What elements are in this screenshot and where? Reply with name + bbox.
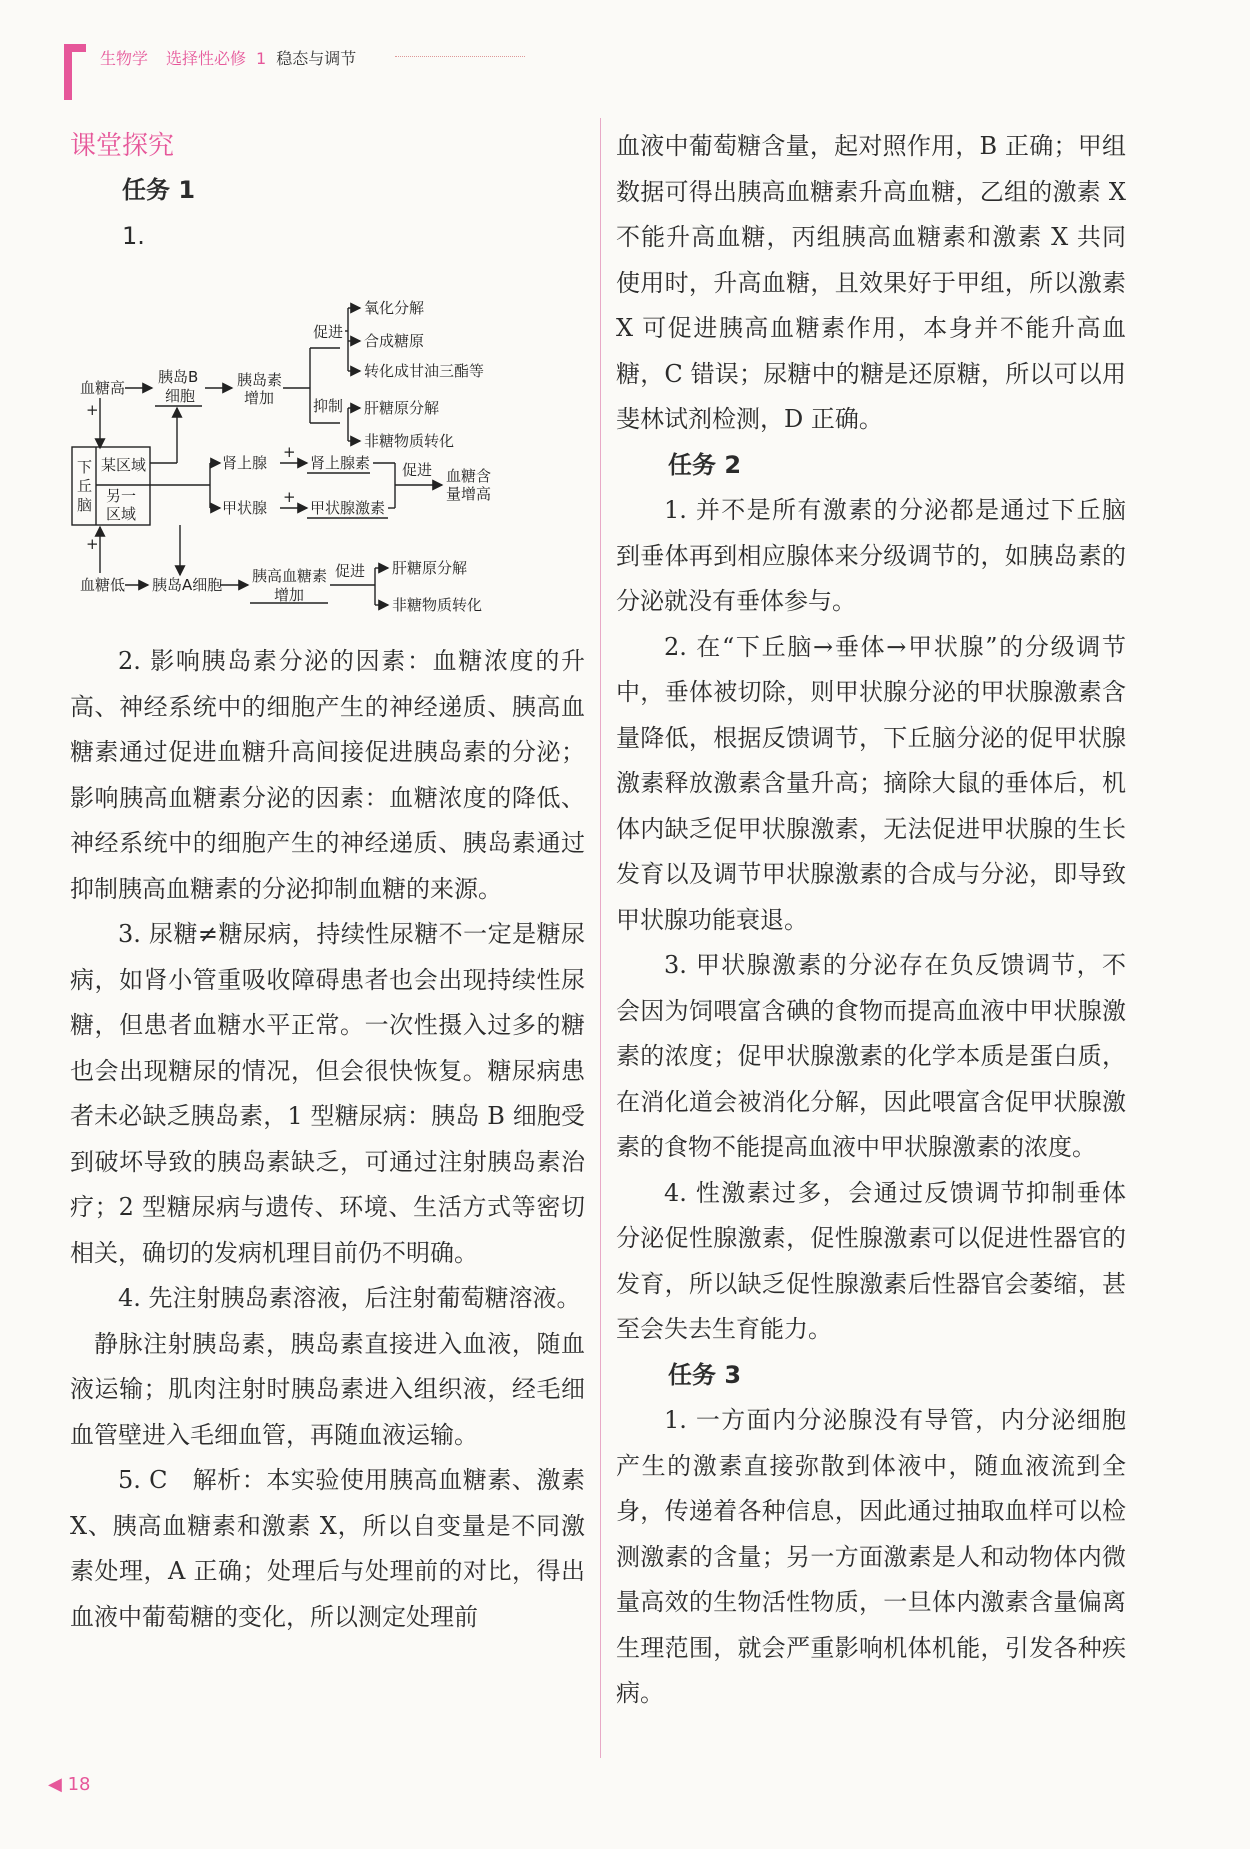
task3-title: 任务 3 (668, 1360, 742, 1389)
diagram-hypo-2: 丘 (77, 477, 93, 495)
diagram-thyroid: 甲状腺 (222, 499, 268, 517)
task1-p4b: 静脉注射胰岛素，胰岛素直接进入血液，随血液运输；肌肉注射时胰岛素进入组织液，经毛细血管壁进入毛细血管，再随血液运输。 (70, 1329, 585, 1449)
task1-p3: 3. 尿糖≠糖尿病，持续性尿糖不一定是糖尿病，如肾小管重吸收障碍患者也会出现持续性尿糖，但患者血糖水平正常。一次性摄入过多的糖也会出现糖尿的情况，但会很快恢复。糖尿病患者未必缺乏胰岛素，1 型糖尿病：胰岛 B 细胞受到破坏导致的胰岛素缺乏，可通过注射胰岛素治疗；2 型糖尿病与遗传、环境、生活方式等密切相关，确切的发病机理目前仍不明确。 (70, 920, 585, 1267)
diagram-nonsugar-conv2: 非糖物质转化 (392, 596, 483, 614)
item1-label: 1. (122, 221, 145, 250)
header-subject: 生物学 (100, 49, 149, 68)
diagram-thyroxine: 甲状腺激素 (310, 499, 386, 517)
header-book: 稳态与调节 (276, 49, 357, 68)
header-rule (395, 56, 525, 57)
diagram-adrenal: 肾上腺 (222, 454, 268, 472)
diagram-insulin-inc-2: 增加 (244, 389, 275, 407)
page-number (48, 1774, 90, 1795)
task2-p1: 1. 并不是所有激素的分泌都是通过下丘脑到垂体再到相应腺体来分级调节的，如胰岛素的分泌就没有垂体参与。 (616, 496, 1126, 615)
diagram-plus-3: + (283, 488, 296, 506)
task2-p3: 3. 甲状腺激素的分泌存在负反馈调节，不会因为饲喂富含碘的食物而提高血液中甲状腺激素的浓度；促甲状腺激素的化学本质是蛋白质，在消化道会被消化分解，因此喂富含促甲状腺激素的食物不能提高血液中甲状腺激素的浓度。 (616, 951, 1126, 1161)
diagram-glycogen-break2: 肝糖原分解 (392, 559, 468, 577)
diagram-insulin-inc-1: 胰岛素 (237, 371, 283, 389)
right-column (616, 124, 1126, 1717)
diagram-sugar-up-1: 血糖含 (446, 467, 492, 485)
diagram-islet-a: 胰岛A细胞 (152, 576, 223, 594)
column-divider (600, 118, 601, 1758)
diagram-to-fat: 转化成甘油三酯等 (364, 362, 485, 380)
diagram-blood-high: 血糖高 (80, 379, 126, 397)
diagram-islet-b-1: 胰岛B (158, 368, 199, 386)
diagram-promote: 促进 (313, 323, 344, 341)
page-number-text: 18 (67, 1774, 91, 1795)
diagram-blood-low: 血糖低 (80, 576, 126, 594)
diagram-hypo-1: 下 (77, 458, 93, 476)
task1-p2: 2. 影响胰岛素分泌的因素：血糖浓度的升高、神经系统中的细胞产生的神经递质、胰高血糖素通过促进血糖升高间接促进胰岛素的分泌；影响胰高血糖素分泌的因素：血糖浓度的降低、神经系统中的细胞产生的神经递质、胰岛素通过抑制胰高血糖素的分泌抑制血糖的来源。 (70, 647, 585, 903)
diagram-glucagon-1: 胰高血糖素 (252, 567, 328, 585)
header-accent-bar (64, 44, 72, 100)
task1-p5: 5. C 解析：本实验使用胰高血糖素、激素 X、胰高血糖素和激素 X，所以自变量是不同激素处理，A 正确；处理后与处理前的对比，得出血液中葡萄糖的变化，所以测定处理前 (70, 1466, 585, 1631)
running-header (100, 46, 356, 69)
diagram-plus-2: + (283, 443, 296, 461)
diagram-inhibit: 抑制 (313, 397, 344, 415)
task3-p1: 1. 一方面内分泌腺没有导管，内分泌细胞产生的激素直接弥散到体液中，随血液流到全身，传递着各种信息，因此通过抽取血样可以检测激素的含量；另一方面激素是人和动物体内微量高效的生物活性物质，一旦体内激素含量偏离生理范围，就会严重影响机体机能，引发各种疾病。 (616, 1406, 1126, 1707)
header-series: 选择性必修 (166, 49, 247, 68)
task2-p2: 2. 在“下丘脑→垂体→甲状腺”的分级调节中，垂体被切除，则甲状腺分泌的甲状腺激素含量降低，根据反馈调节，下丘脑分泌的促甲状腺激素释放激素含量升高；摘除大鼠的垂体后，机体内缺乏促甲状腺激素，无法促进甲状腺的生长发育以及调节甲状腺激素的合成与分泌，即导致甲状腺功能衰退。 (616, 632, 1126, 934)
diagram-plus-1: + (86, 401, 99, 419)
header-accent-top (64, 44, 86, 52)
diagram-glucagon-2: 增加 (274, 586, 305, 604)
diagram-islet-b-2: 细胞 (165, 387, 196, 405)
task1-p5-cont: 血液中葡萄糖含量，起对照作用，B 正确；甲组数据可得出胰高血糖素升高血糖，乙组的激素 X 不能升高血糖，丙组胰高血糖素和激素 X 共同使用时，升高血糖，且效果好于甲组，所以激素 X 可促进胰高血糖素作用，本身并不能升高血糖，C 错误；尿糖中的糖是还原糖，所以可以用斐林试剂检测，D 正确。 (616, 132, 1126, 433)
section-title: 课堂探究 (70, 131, 175, 161)
diagram-hypo-3: 脑 (77, 496, 93, 514)
diagram-plus-4: + (86, 535, 99, 553)
task2-title: 任务 2 (668, 450, 742, 479)
header-volume: 1 (256, 49, 267, 68)
diagram-region-a: 某区域 (101, 456, 147, 474)
task1-p4a: 4. 先注射胰岛素溶液，后注射葡萄糖溶液。 (118, 1284, 581, 1312)
diagram-oxidize: 氧化分解 (364, 299, 425, 317)
diagram-sugar-up-2: 量增高 (446, 485, 492, 503)
diagram-glycogen-break: 肝糖原分解 (364, 399, 440, 417)
task2-p4: 4. 性激素过多，会通过反馈调节抑制垂体分泌促性腺激素，促性腺激素可以促进性器官的发育，所以缺乏促性腺激素后性器官会萎缩，甚至会失去生育能力。 (616, 1178, 1126, 1343)
diagram-promote2: 促进 (402, 461, 433, 479)
diagram-glycogen-syn: 合成糖原 (364, 332, 425, 350)
task1-title: 任务 1 (122, 176, 196, 204)
left-column (70, 124, 585, 1640)
diagram-region-b-2: 区域 (106, 505, 137, 523)
diagram-lines (70, 263, 585, 633)
page-arrow-icon: ◀ (48, 1774, 62, 1795)
diagram-nonsugar-conv: 非糖物质转化 (364, 432, 455, 450)
diagram-adrenaline: 肾上腺素 (310, 454, 371, 472)
blood-sugar-regulation-diagram (70, 263, 585, 633)
diagram-region-b-1: 另一 (106, 487, 137, 505)
diagram-promote3: 促进 (335, 562, 366, 580)
